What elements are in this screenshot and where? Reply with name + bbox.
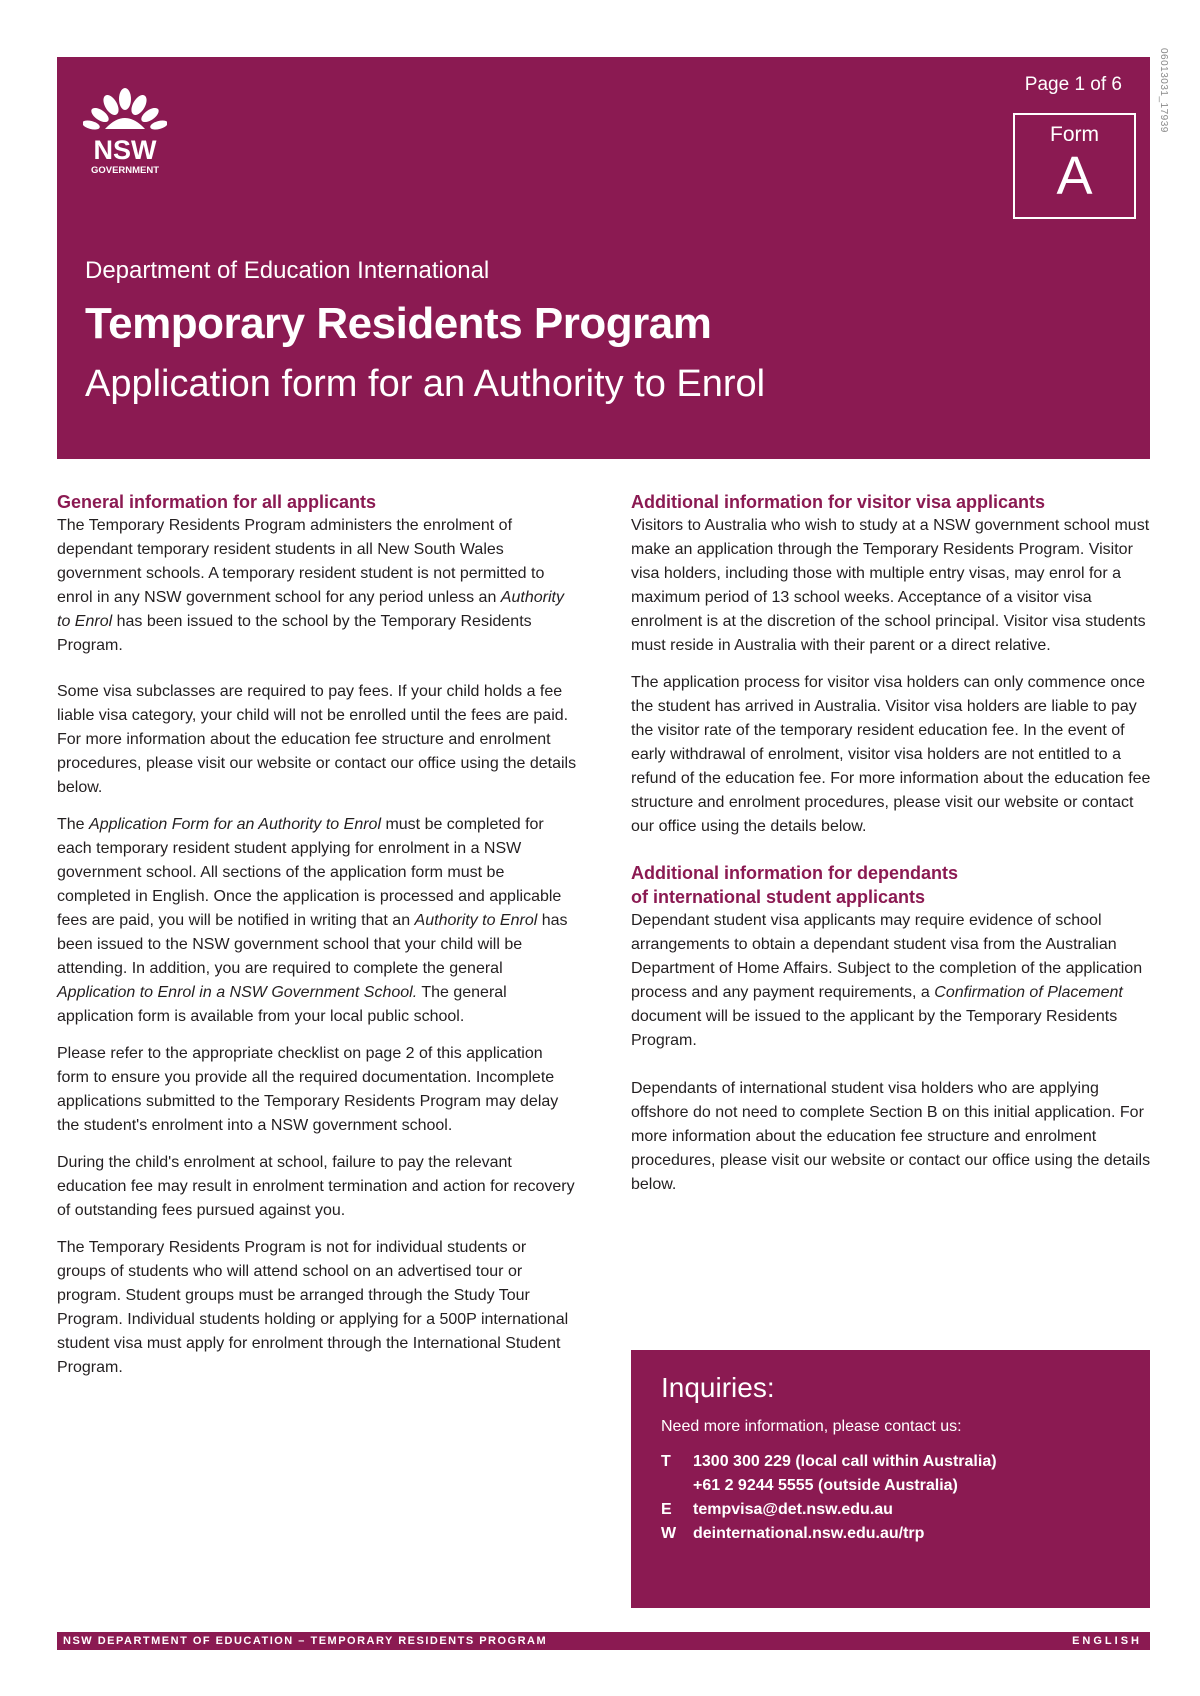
- page-indicator: Page 1 of 6: [1024, 74, 1122, 95]
- inquiries-box: [631, 1350, 1150, 1608]
- header-banner: [57, 57, 1150, 459]
- form-label: Form: [1050, 123, 1099, 146]
- phone-row: [661, 1450, 1120, 1474]
- department-name: Department of Education International: [85, 257, 490, 284]
- form-letter: A: [1056, 146, 1093, 206]
- web-key: W: [661, 1525, 677, 1542]
- footer-language: ENGLISH: [1072, 1635, 1142, 1647]
- website-link[interactable]: deinternational.nsw.edu.au/trp: [693, 1525, 925, 1542]
- left-column: [57, 490, 577, 1393]
- inquiries-title: Inquiries:: [661, 1372, 775, 1403]
- visitor-visa-heading: Additional information for visitor visa applicants: [631, 492, 1046, 512]
- phone-key: T: [661, 1453, 671, 1470]
- phone-international[interactable]: +61 2 9244 5555 (outside Australia): [693, 1477, 958, 1494]
- document-code: 06013031_17939: [1158, 48, 1169, 133]
- form-id-box: [1013, 113, 1136, 219]
- web-row: [661, 1522, 1120, 1546]
- phone-row-2: [661, 1474, 1120, 1498]
- visitor-visa-paragraph-2: The application process for visitor visa holders can only commence once the student has arrived in Australia. Visitor visa holders are liable to pay the visitor rate of the temporary resident education fee. In the event of early withdrawal of enrolment, visitor visa holders are not entitled to a refund of the education fee. For more information about the education fee structure and enrolment procedures, please visit our website or contact our office using the details below.: [631, 674, 1151, 835]
- email-key: E: [661, 1501, 672, 1518]
- inquiries-intro: Need more information, please contact us:: [661, 1418, 962, 1435]
- general-info-paragraph-3: The Application Form for an Authority to Enrol must be completed for each temporary resident student applying for enrolment in a NSW government school. All sections of the application form must be completed in English. Once the application is processed and applicable fees are paid, you will be notified in writing that an Authority to Enrol has been issued to the NSW government school that your child will be attending. In addition, you are required to complete the general Application to Enrol in a NSW Government School. The general application form is available from your local public school.: [57, 816, 568, 1025]
- dependants-paragraph-2: Dependants of international student visa holders who are applying offshore do not need to complete Section B on this initial application. For more information about the education fee structure and enrolment procedures, please visit our website or contact our office using the details below.: [631, 1080, 1151, 1193]
- footer-bar: [57, 1632, 1150, 1650]
- email-link[interactable]: tempvisa@det.nsw.edu.au: [693, 1501, 893, 1518]
- dependants-heading: Additional information for dependants of international student applicants: [631, 863, 958, 907]
- right-column: [631, 490, 1151, 1210]
- general-info-paragraph-2: Some visa subclasses are required to pay fees. If your child holds a fee liable visa category, your child will not be enrolled until the fees are paid. For more information about the education fee structure and enrolment procedures, please visit our website or contact our office using the details below.: [57, 683, 577, 796]
- page-title: Temporary Residents Program: [85, 299, 712, 348]
- general-info-paragraph-1: The Temporary Residents Program administers the enrolment of dependant temporary resident students in all New South Wales government schools. A temporary resident student is not permitted to enrol in any NSW government school for any period unless an Authority to Enrol has been issued to the school by the Temporary Residents Program.: [57, 517, 564, 654]
- logo-subtext: GOVERNMENT: [90, 165, 160, 176]
- dependants-paragraph-1: Dependant student visa applicants may require evidence of school arrangements to obtain a dependant student visa from the Australian Department of Home Affairs. Subject to the completion of the application process and any payment requirements, a Confirmation of Placement document will be issued to the applicant by the Temporary Residents Program.: [631, 912, 1143, 1049]
- logo-text: NSW: [93, 135, 157, 165]
- general-info-paragraph-5: During the child's enrolment at school, failure to pay the relevant education fee may result in enrolment termination and action for recovery of outstanding fees pursued against you.: [57, 1154, 575, 1219]
- email-row: [661, 1498, 1120, 1522]
- general-info-paragraph-4: Please refer to the appropriate checklist on page 2 of this application form to ensure you provide all the required documentation. Incomplete applications submitted to the Temporary Residents Program may delay the student's enrolment into a NSW government school.: [57, 1045, 559, 1134]
- visitor-visa-paragraph-1: Visitors to Australia who wish to study at a NSW government school must make an application through the Temporary Residents Program. Visitor visa holders, including those with multiple entry visas, may enrol for a maximum period of 13 school weeks. Acceptance of a visitor visa enrolment is at the discretion of the school principal. Visitor visa students must reside in Australia with their parent or a direct relative.: [631, 517, 1150, 654]
- general-info-paragraph-6: The Temporary Residents Program is not for individual students or groups of students who will attend school on an advertised tour or program. Student groups must be arranged through the Study Tour Program. Individual students holding or applying for a 500P international student visa must apply for enrolment through the International Student Program.: [57, 1239, 569, 1376]
- footer-title: NSW DEPARTMENT OF EDUCATION – TEMPORARY RESIDENTS PROGRAM: [63, 1635, 548, 1647]
- phone-local[interactable]: 1300 300 229 (local call within Australia): [693, 1453, 997, 1470]
- page-subtitle: Application form for an Authority to Enrol: [85, 363, 766, 405]
- nsw-waratah-logo: [83, 85, 167, 177]
- general-info-heading: General information for all applicants: [57, 492, 377, 512]
